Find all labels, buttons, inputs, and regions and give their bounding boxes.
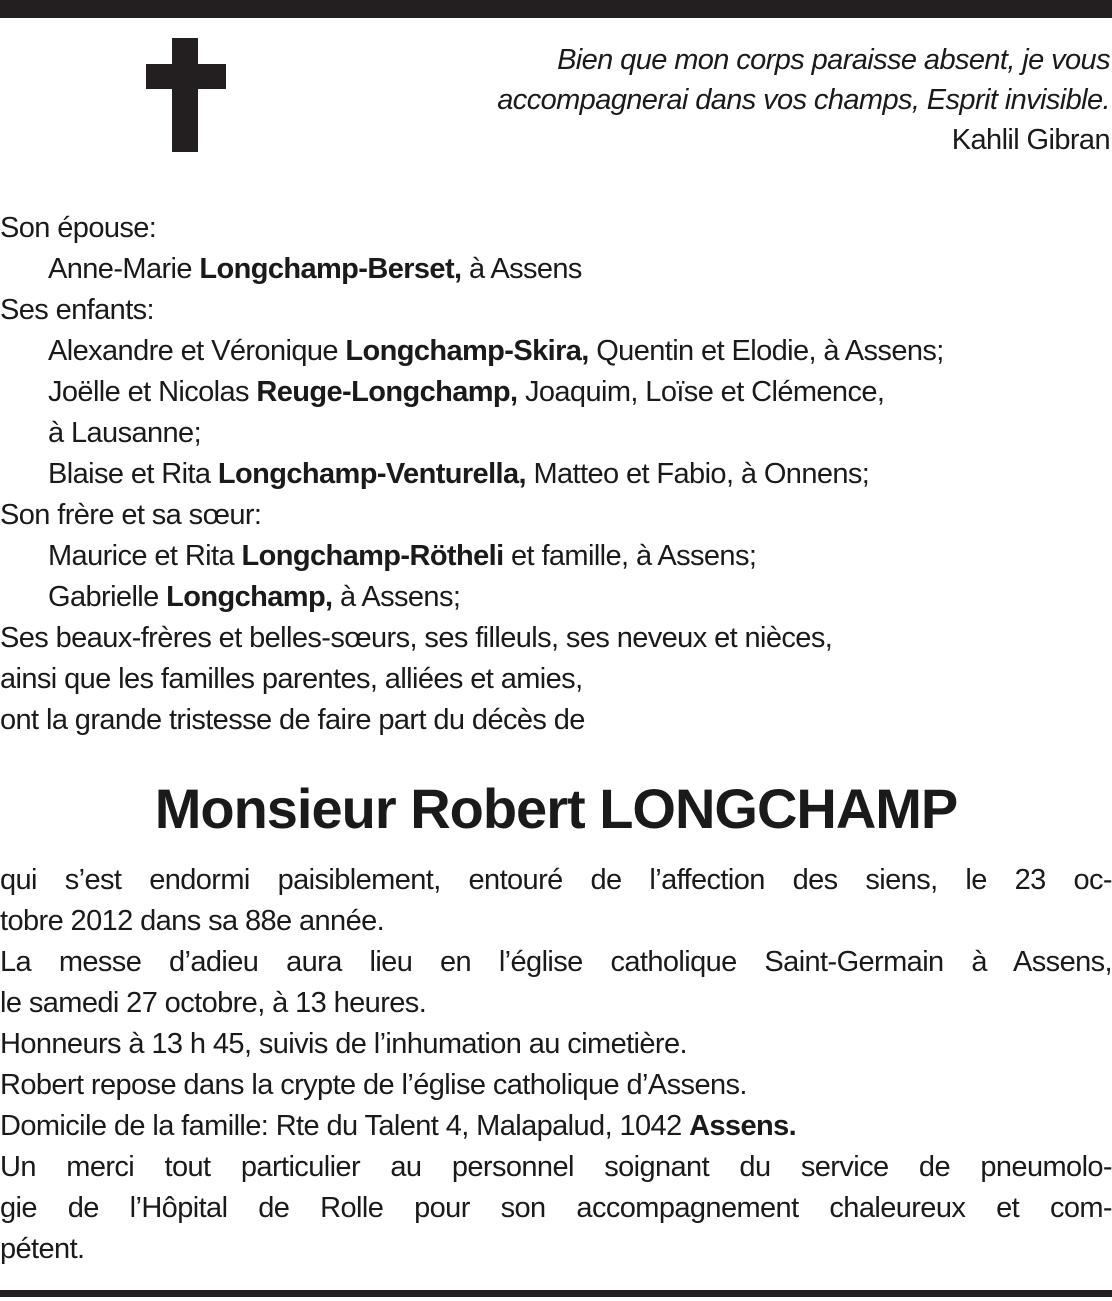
top-rule [0,0,1112,18]
family-list [0,208,1112,741]
quote-author: Kahlil Gibran [951,124,1110,156]
child1-rest: Quentin et Elodie, à Assens; [588,335,944,367]
announcement-line: ont la grande tristesse de faire part du décès de [0,704,585,736]
domicile-town: Assens. [689,1110,797,1142]
body-line-7 [0,1106,1112,1147]
spouse-surname: Longchamp-Berset, [199,253,462,285]
children-heading: Ses enfants: [0,294,155,326]
domicile-address: Domicile de la famille: Rte du Talent 4, Malapalud, 1042 [0,1110,690,1142]
sibling1-first: Maurice et Rita [48,540,242,572]
cross-icon [146,38,226,152]
child-line-3 [0,454,1112,495]
body-line-8: Un merci tout particulier au personnel soignant du service de pneumolo- [0,1151,1112,1183]
sibling1-surname: Longchamp-Rötheli [241,540,504,572]
child3-rest: Matteo et Fabio, à Onnens; [525,458,870,490]
sibling2-surname: Longchamp, [166,581,333,613]
sibling-line-2 [0,577,1112,618]
child-line-2-place: à Lausanne; [48,417,202,449]
spouse-heading: Son épouse: [0,212,157,244]
body-line-9: gie de l’Hôpital de Rolle pour son accompagnement chaleureux et com- [0,1192,1112,1224]
notice-body [0,860,1112,1270]
child1-first: Alexandre et Véronique [48,335,346,367]
bottom-rule [0,1290,1112,1297]
epigraph-quote [350,40,1110,160]
body-line-5: Honneurs à 13 h 45, suivis de l’inhumation au cimetière. [0,1028,687,1060]
deceased-name: Monsieur Robert LONGCHAMP [154,777,958,840]
body-line-1: qui s’est endormi paisiblement, entouré de l’affection des siens, le 23 oc- [0,864,1112,896]
spouse-place: à Assens [461,253,582,285]
quote-line-2: accompagnerai dans vos champs, Esprit invisible. [497,84,1110,116]
child2-first: Joëlle et Nicolas [48,376,257,408]
body-line-6: Robert repose dans la crypte de l’église catholique d’Assens. [0,1069,747,1101]
child2-rest: Joaquim, Loïse et Clémence, [517,376,885,408]
sibling2-rest: à Assens; [332,581,461,613]
spouse-first: Anne-Marie [48,253,200,285]
body-line-3: La messe d’adieu aura lieu en l’église catholique Saint-Germain à Assens, [0,946,1112,978]
sibling-line-1 [0,536,1112,577]
siblings-heading: Son frère et sa sœur: [0,499,262,531]
quote-line-1: Bien que mon corps paraisse absent, je vous [557,44,1110,76]
child1-surname: Longchamp-Skira, [345,335,589,367]
spouse-line [0,249,1112,290]
body-line-2: tobre 2012 dans sa 88e année. [0,905,385,937]
body-line-10: pétent. [0,1233,85,1265]
other-relatives-2: ainsi que les familles parentes, alliées et amies, [0,663,583,695]
child-line-1 [0,331,1112,372]
body-line-4: le samedi 27 octobre, à 13 heures. [0,987,427,1019]
other-relatives-1: Ses beaux-frères et belles-sœurs, ses filleuls, ses neveux et nièces, [0,622,833,654]
sibling2-first: Gabrielle [48,581,167,613]
child-line-2 [0,372,1112,413]
child2-surname: Reuge-Longchamp, [256,376,518,408]
sibling1-rest: et famille, à Assens; [503,540,757,572]
child3-surname: Longchamp-Venturella, [217,458,526,490]
child3-first: Blaise et Rita [48,458,218,490]
